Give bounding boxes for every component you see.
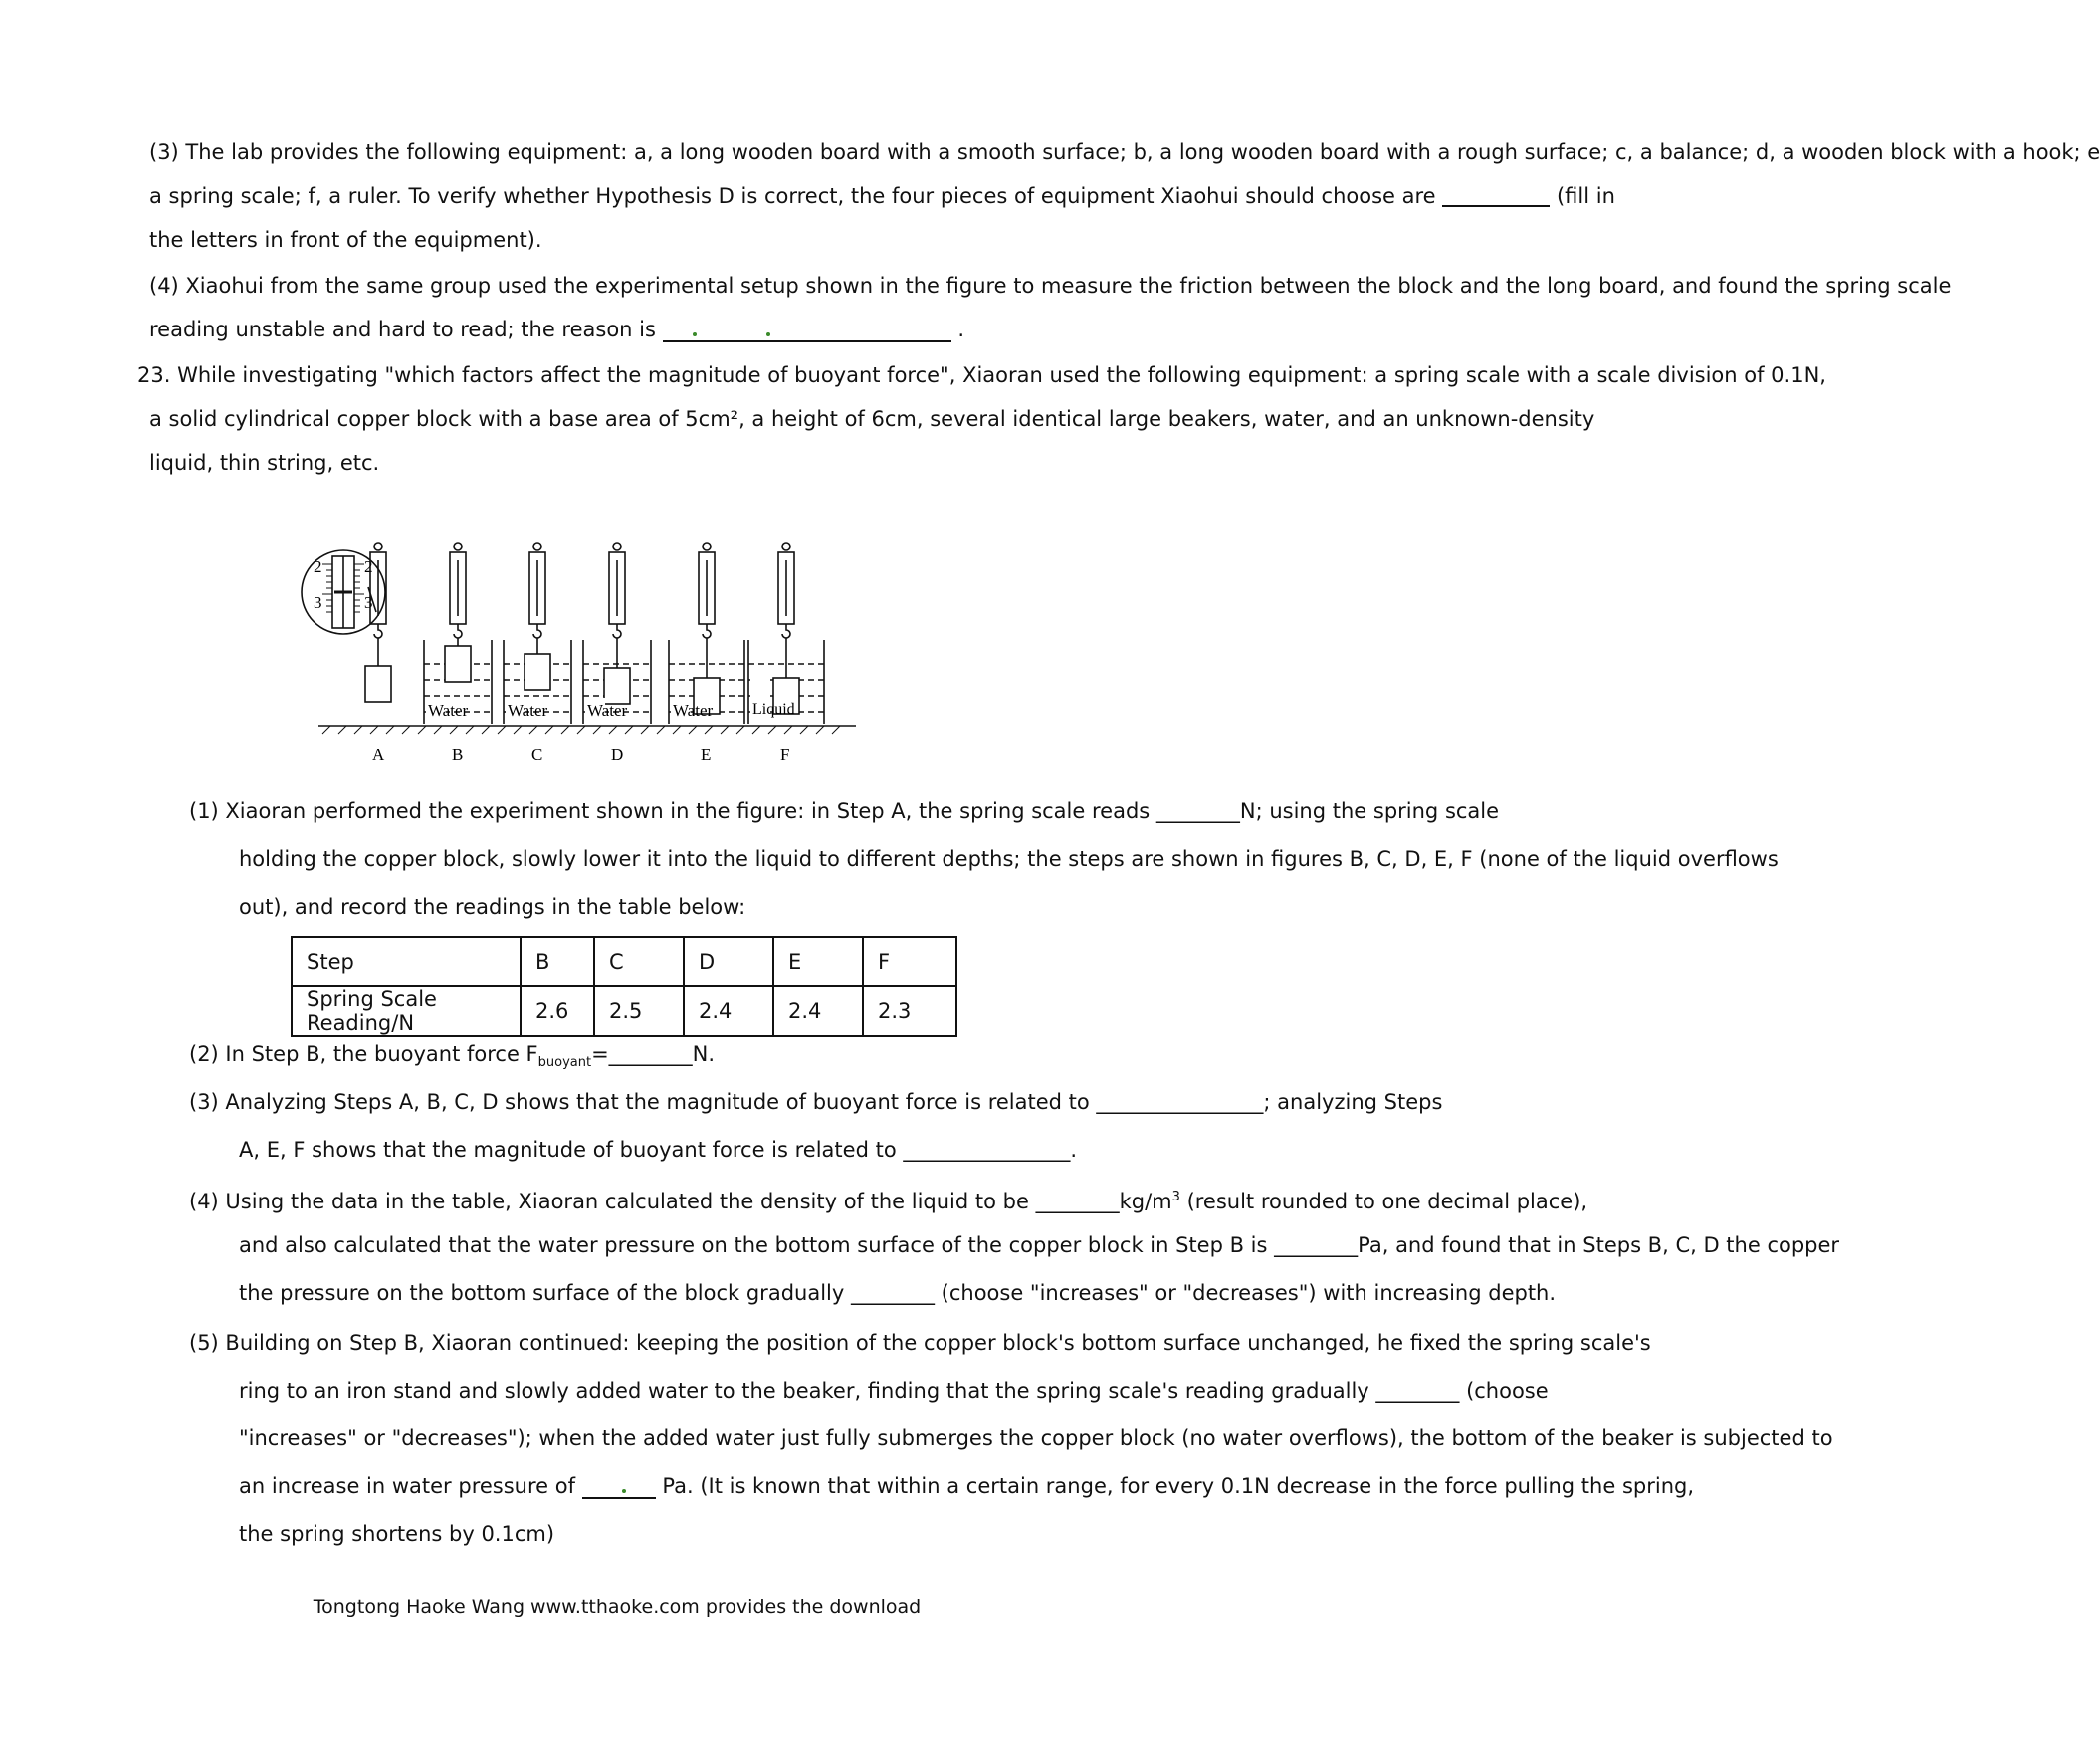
gauge-number: 3 <box>314 593 322 612</box>
q23-s4-line3: the pressure on the bottom surface of the block gradually ________ (choose "increases" or "decreases") with increasing depth. <box>239 1281 1557 1305</box>
table-cell: 2.4 <box>684 986 773 1036</box>
table-header-cell: Step <box>292 937 521 986</box>
answer-blank[interactable] <box>663 319 951 342</box>
q23-s5-line4-tail: Pa. (It is known that within a certain range, for every 0.1N decrease in the force pulling the spring, <box>662 1474 1695 1498</box>
liquid-label: Water <box>673 701 714 720</box>
buoyancy-experiment-figure <box>299 543 955 781</box>
gauge-number: 2 <box>314 557 322 576</box>
step-label-b: B <box>452 745 464 764</box>
table-cell: 2.6 <box>521 986 594 1036</box>
q23-s5-line4-text: an increase in water pressure of <box>239 1474 575 1498</box>
step-label-c: C <box>531 745 543 764</box>
q23-s2-line <box>189 1039 715 1078</box>
table-header-cell: B <box>521 937 594 986</box>
table-header-cell: F <box>863 937 956 986</box>
table-cell: 2.4 <box>773 986 863 1036</box>
q23-intro-line1: 23. While investigating "which factors affect the magnitude of buoyant force", Xiaoran used the following equipment: a spring scale with a scale division of 0.1N, <box>137 363 1826 387</box>
table-row <box>292 937 956 986</box>
q23-intro-line3: liquid, thin string, etc. <box>149 451 380 475</box>
q23-s1-line1: (1) Xiaoran performed the experiment shown in the figure: in Step A, the spring scale reads ________N; using the spring scale <box>189 799 1500 823</box>
table-cell: 2.3 <box>863 986 956 1036</box>
page-footer: Tongtong Haoke Wang www.tthaoke.com provides the download <box>313 1596 922 1618</box>
table-row <box>292 986 956 1036</box>
q23-s4-superscript: 3 <box>1171 1190 1180 1204</box>
table-header-cell: D <box>684 937 773 986</box>
q23-s4-line1-tail: (result rounded to one decimal place), <box>1179 1190 1588 1213</box>
liquid-label: Water <box>587 701 628 720</box>
q23-s3-line1: (3) Analyzing Steps A, B, C, D shows that the magnitude of buoyant force is related to ________________; analyzing Steps <box>189 1090 1443 1114</box>
step-label-d: D <box>611 745 624 764</box>
q23-s4-line1-text: (4) Using the data in the table, Xiaoran calculated the density of the liquid to be ________kg/m <box>189 1190 1172 1213</box>
q22-part4-line2 <box>149 315 964 344</box>
q22-part3-line2 <box>149 181 1615 211</box>
setup-c <box>504 543 571 724</box>
table-header-cell: E <box>773 937 863 986</box>
q22-part4-line2-text: reading unstable and hard to read; the reason is <box>149 318 656 341</box>
table-header-cell: C <box>594 937 684 986</box>
answer-blank[interactable] <box>582 1475 656 1499</box>
liquid-label: Water <box>428 701 469 720</box>
table-cell: 2.5 <box>594 986 684 1036</box>
q23-s5-line5: the spring shortens by 0.1cm) <box>239 1522 555 1546</box>
setup-e <box>669 543 744 724</box>
q23-s5-line3: "increases" or "decreases"); when the added water just fully submerges the copper block (no water overflows), the bottom of the beaker is subjected to <box>239 1426 1833 1450</box>
q23-s2-text: (2) In Step B, the buoyant force F <box>189 1042 538 1066</box>
setup-d <box>583 543 651 724</box>
step-label-a: A <box>372 745 385 764</box>
q23-s2-subscript: buoyant <box>537 1055 592 1071</box>
q23-s4-line2: and also calculated that the water pressure on the bottom surface of the copper block in Step B is ________Pa, and found that in Steps B, C, D the copper <box>239 1233 1840 1257</box>
q23-s3-line2: A, E, F shows that the magnitude of buoyant force is related to ________________. <box>239 1138 1078 1162</box>
q22-part4-line1: (4) Xiaohui from the same group used the experimental setup shown in the figure to measure the friction between the block and the long board, and found the spring scale <box>149 274 1952 298</box>
q23-s2-end: =________N. <box>591 1042 716 1066</box>
q23-s5-line2: ring to an iron stand and slowly added water to the beaker, finding that the spring scale's reading gradually ________ (choose <box>239 1379 1549 1403</box>
answer-blank[interactable] <box>1442 183 1550 207</box>
q23-s5-line1: (5) Building on Step B, Xiaoran continued: keeping the position of the copper block's bottom surface unchanged, he fixed the spring scale's <box>189 1331 1651 1355</box>
liquid-label: Liquid <box>752 701 795 718</box>
q22-part3-line2-text: a spring scale; f, a ruler. To verify whether Hypothesis D is correct, the four pieces of equipment Xiaohui should choose are <box>149 184 1436 208</box>
q23-intro-line2: a solid cylindrical copper block with a base area of 5cm², a height of 6cm, several identical large beakers, water, and an unknown-density <box>149 407 1595 431</box>
q22-part4-line2-tail: . <box>957 318 965 341</box>
step-label-e: E <box>701 745 712 764</box>
q23-s5-line4 <box>239 1471 1694 1501</box>
q23-s1-line3: out), and record the readings in the table below: <box>239 895 746 919</box>
gauge-number: 3 <box>364 593 373 612</box>
liquid-label: Water <box>508 701 548 720</box>
q23-s4-line1 <box>189 1183 1587 1216</box>
readings-table <box>291 936 957 1037</box>
ground-line <box>318 726 856 734</box>
q22-part3-line1: (3) The lab provides the following equipment: a, a long wooden board with a smooth surface; b, a long wooden board with a rough surface; c, a balance; d, a wooden block with a hook; e <box>149 140 2100 164</box>
q23-s1-line2: holding the copper block, slowly lower it into the liquid to different depths; the steps are shown in figures B, C, D, E, F (none of the liquid overflows <box>239 847 1779 871</box>
q22-part3-line3: the letters in front of the equipment). <box>149 228 542 252</box>
q22-part3-line2-tail: (fill in <box>1556 184 1615 208</box>
table-row-label: Spring Scale Reading/N <box>292 986 521 1036</box>
gauge-number: 2 <box>364 557 373 576</box>
step-label-f: F <box>780 745 790 764</box>
setup-b <box>424 543 492 724</box>
